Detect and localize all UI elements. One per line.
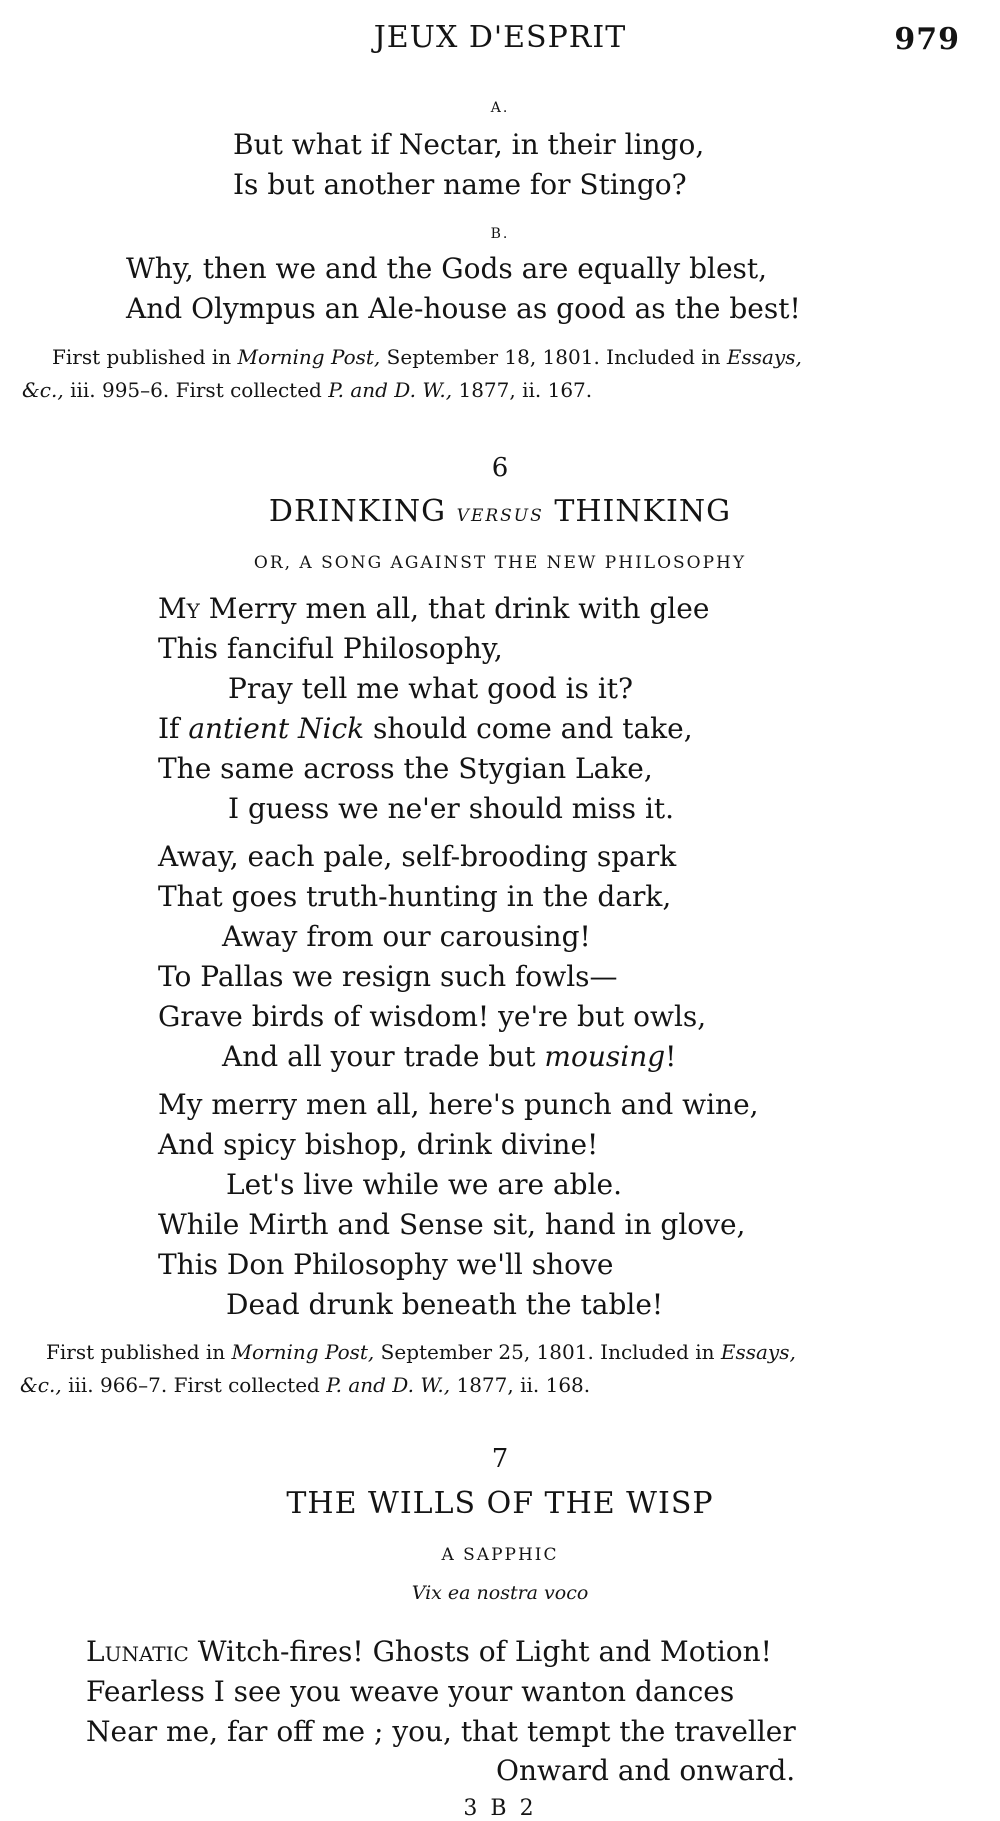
verse-line: But what if Nectar, in their lingo, — [233, 128, 705, 161]
verse-line: Is but another name for Stingo? — [233, 168, 687, 201]
verse-line: Why, then we and the Gods are equally blest, — [126, 252, 768, 285]
speaker-a: A. — [490, 100, 510, 116]
verse-line: And spicy bishop, drink divine! — [158, 1128, 599, 1161]
verse-line: I guess we ne'er should miss it. — [228, 792, 675, 825]
verse-line: This Don Philosophy we'll shove — [158, 1248, 614, 1281]
verse-line: My merry men all, here's punch and wine, — [158, 1088, 759, 1121]
verse-line: Near me, far off me ; you, that tempt the traveller — [86, 1715, 796, 1748]
publication-note: First published in Morning Post, September 18, 1801. Included in Essays, — [52, 345, 802, 369]
running-title: JEUX D'ESPRIT — [373, 20, 627, 55]
verse-line: If antient Nick should come and take, — [158, 712, 693, 745]
verse-line: Pray tell me what good is it? — [228, 672, 634, 705]
verse-line: To Pallas we resign such fowls— — [158, 960, 618, 993]
poem-title: DRINKING VERSUS THINKING — [268, 494, 732, 529]
verse-line: Away, each pale, self-brooding spark — [158, 840, 677, 873]
publication-note: First published in Morning Post, September 25, 1801. Included in Essays, — [46, 1340, 796, 1364]
page-number: 979 — [894, 22, 960, 57]
signature-mark: 3 B 2 — [463, 1796, 537, 1821]
verse-line: Onward and onward. — [496, 1754, 796, 1787]
poem-title: THE WILLS OF THE WISP — [286, 1486, 714, 1521]
poem-number: 6 — [491, 453, 509, 483]
poem-subtitle: A SAPPHIC — [441, 1545, 559, 1565]
verse-line: That goes truth-hunting in the dark, — [158, 880, 672, 913]
verse-line: Grave birds of wisdom! ye're but owls, — [158, 1000, 707, 1033]
poem-number: 7 — [491, 1444, 509, 1474]
verse-line: Lunatic Witch-fires! Ghosts of Light and Motion! — [86, 1635, 772, 1668]
verse-line: Dead drunk beneath the table! — [226, 1288, 664, 1321]
speaker-b: B. — [490, 226, 510, 242]
verse-line: My Merry men all, that drink with glee — [158, 592, 710, 625]
publication-note: &c., iii. 966–7. First collected P. and D. W., 1877, ii. 168. — [20, 1373, 591, 1397]
verse-line: Let's live while we are able. — [226, 1168, 622, 1201]
verse-line: And all your trade but mousing! — [222, 1040, 677, 1073]
epigraph: Vix ea nostra voco — [411, 1582, 589, 1604]
verse-line: And Olympus an Ale-house as good as the best! — [126, 292, 801, 325]
verse-line: This fanciful Philosophy, — [158, 632, 503, 665]
verse-line: Away from our carousing! — [222, 920, 591, 953]
poem-subtitle: OR, A SONG AGAINST THE NEW PHILOSOPHY — [253, 553, 747, 573]
publication-note: &c., iii. 995–6. First collected P. and D. W., 1877, ii. 167. — [22, 378, 593, 402]
verse-line: Fearless I see you weave your wanton dances — [86, 1675, 735, 1708]
verse-line: While Mirth and Sense sit, hand in glove, — [158, 1208, 746, 1241]
verse-line: The same across the Stygian Lake, — [158, 752, 653, 785]
